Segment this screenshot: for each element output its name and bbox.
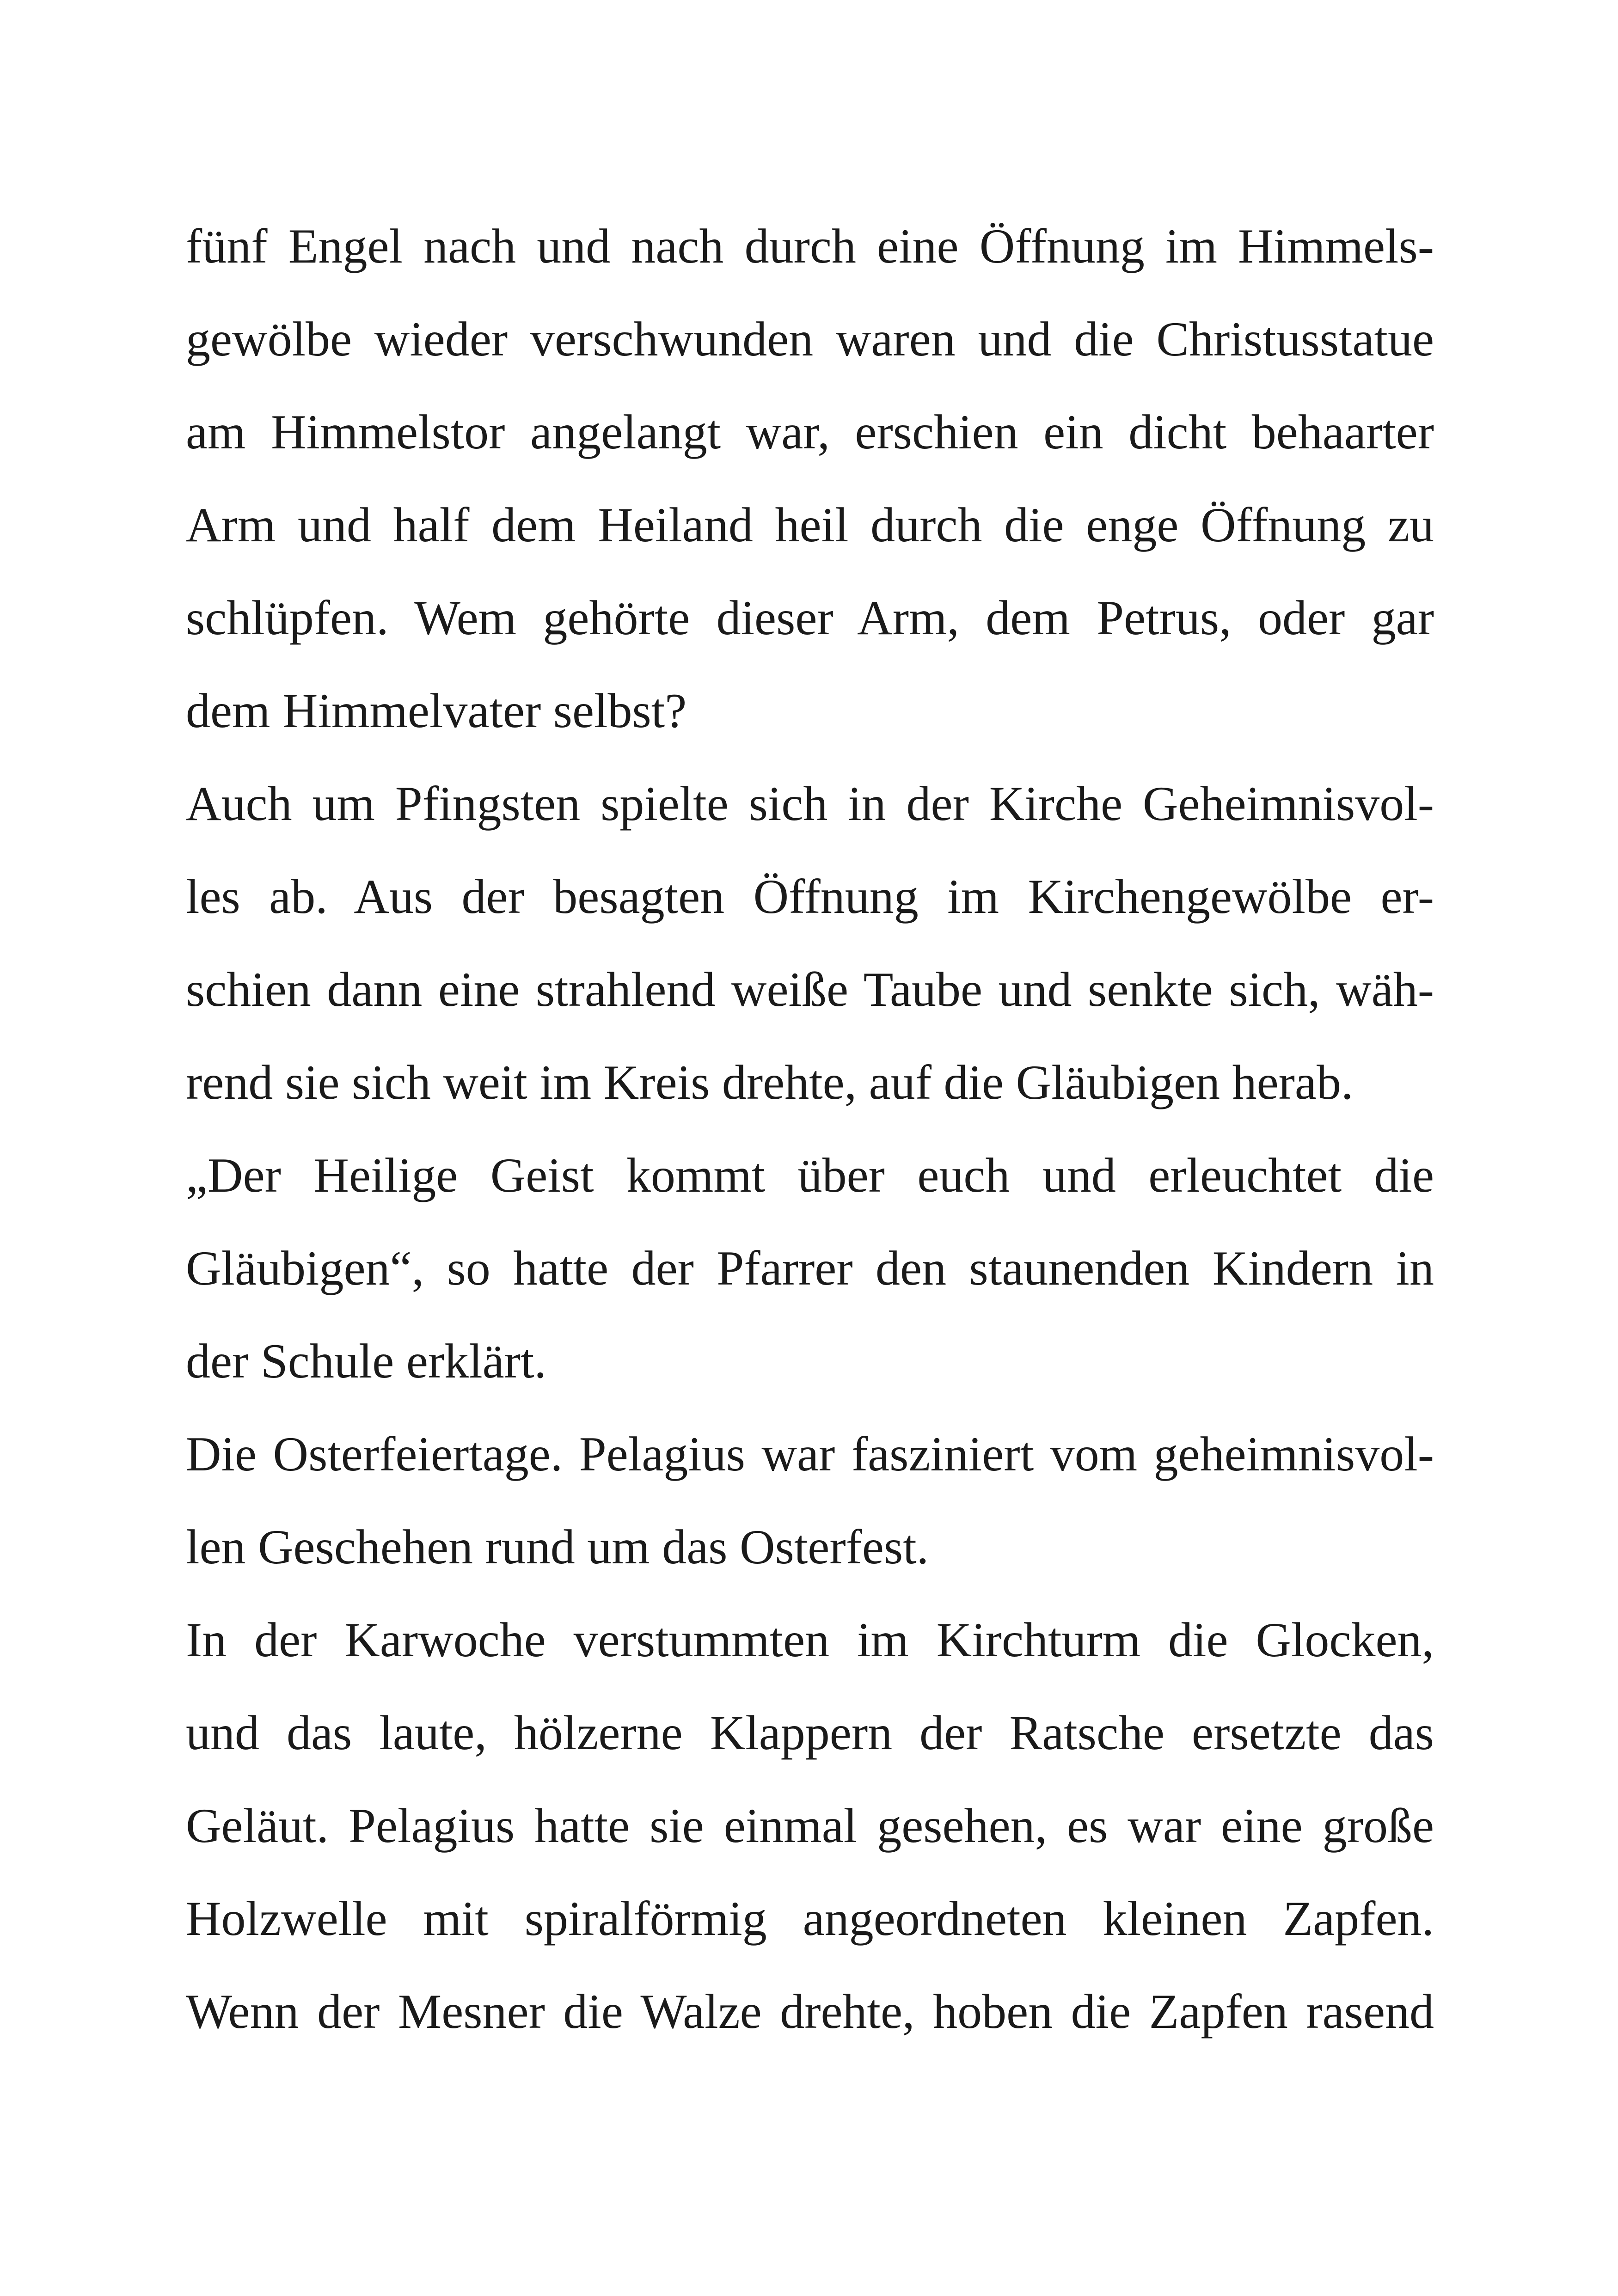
text-line: Auch um Pfingsten spielte sich in der Kirche Geheimnisvol-	[186, 777, 1434, 831]
text-line: gewölbe wieder verschwunden waren und die Christusstatue	[186, 312, 1434, 366]
text-line: Die Osterfeiertage. Pelagius war fasziniert vom geheimnisvol-	[186, 1427, 1434, 1481]
text-line: fünf Engel nach und nach durch eine Öffnung im Himmels-	[186, 219, 1434, 273]
text-line: am Himmelstor angelangt war, erschien ein dicht behaarter	[186, 405, 1434, 459]
text-line: schlüpfen. Wem gehörte dieser Arm, dem Petrus, oder gar	[186, 591, 1434, 645]
text-line: les ab. Aus der besagten Öffnung im Kirchengewölbe er-	[186, 869, 1434, 924]
text-line: Wenn der Mesner die Walze drehte, hoben die Zapfen rasend	[186, 1984, 1434, 2039]
text-line: Arm und half dem Heiland heil durch die enge Öffnung zu	[186, 498, 1434, 552]
text-line: schien dann eine strahlend weiße Taube und senkte sich, wäh-	[186, 962, 1434, 1016]
text-line: In der Karwoche verstummten im Kirchturm die Glocken,	[186, 1613, 1434, 1667]
text-line: und das laute, hölzerne Klappern der Ratsche ersetzte das	[186, 1706, 1434, 1760]
text-line: Geläut. Pelagius hatte sie einmal gesehen, es war eine große	[186, 1799, 1434, 1853]
text-line: len Geschehen rund um das Osterfest.	[186, 1520, 929, 1574]
text-line: rend sie sich weit im Kreis drehte, auf die Gläubigen herab.	[186, 1055, 1354, 1109]
text-line: dem Himmelvater selbst?	[186, 684, 687, 738]
text-line: Gläubigen“, so hatte der Pfarrer den staunenden Kindern in	[186, 1241, 1434, 1295]
body-text	[186, 200, 1434, 2058]
text-line: „Der Heilige Geist kommt über euch und erleuchtet die	[186, 1148, 1434, 1202]
text-line: Holzwelle mit spiralförmig angeordneten kleinen Zapfen.	[186, 1892, 1434, 1946]
text-line: der Schule erklärt.	[186, 1334, 546, 1388]
